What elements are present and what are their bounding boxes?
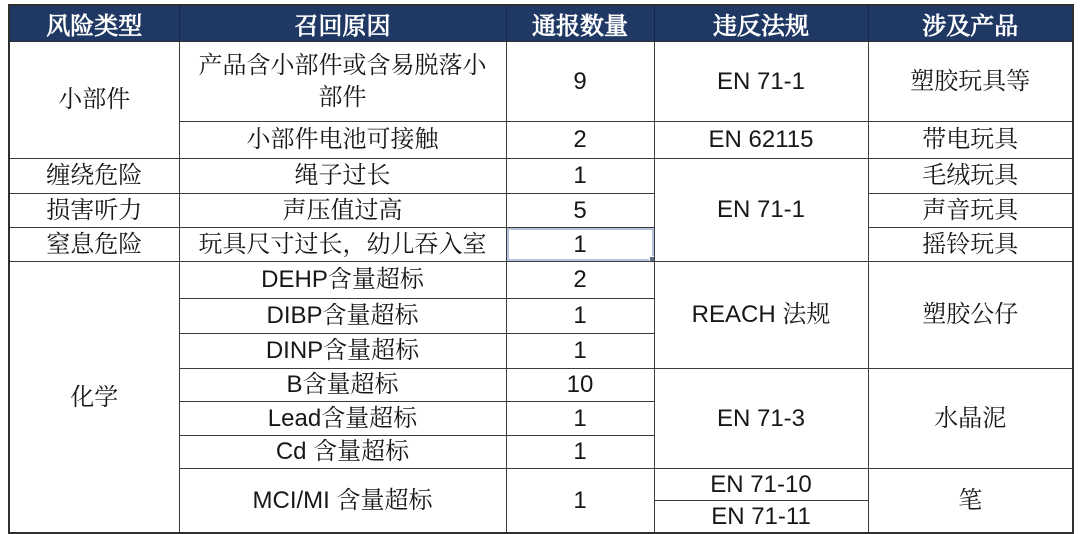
- table-row: [9, 194, 1073, 228]
- cell-regulation[interactable]: EN 71-3: [654, 369, 868, 469]
- cell-reason[interactable]: Cd 含量超标: [179, 436, 506, 469]
- cell-risk[interactable]: 小部件: [9, 42, 179, 159]
- cell-count[interactable]: 9: [506, 42, 654, 122]
- cell-count[interactable]: 1: [506, 436, 654, 469]
- cell-count[interactable]: 1: [506, 159, 654, 194]
- cell-reason[interactable]: DINP含量超标: [179, 334, 506, 369]
- header-cell-regulation[interactable]: 违反法规: [654, 5, 868, 42]
- cell-product[interactable]: 声音玩具: [868, 194, 1073, 228]
- cell-reason[interactable]: 小部件电池可接触: [179, 122, 506, 159]
- toy-recall-table: [8, 4, 1074, 534]
- cell-count[interactable]: 2: [506, 122, 654, 159]
- cell-count[interactable]: 10: [506, 369, 654, 402]
- cell-regulation[interactable]: EN 62115: [654, 122, 868, 159]
- cell-regulation[interactable]: EN 71-11: [654, 501, 868, 534]
- cell-reason[interactable]: 声压值过高: [179, 194, 506, 228]
- cell-reason[interactable]: 产品含小部件或含易脱落小部件: [179, 42, 506, 122]
- cell-count[interactable]: 1: [506, 299, 654, 334]
- cell-product[interactable]: 毛绒玩具: [868, 159, 1073, 194]
- table-row: [9, 42, 1073, 122]
- cell-reason[interactable]: B含量超标: [179, 369, 506, 402]
- header-cell-product[interactable]: 涉及产品: [868, 5, 1073, 42]
- cell-reason[interactable]: 玩具尺寸过长，幼儿吞入室: [179, 228, 506, 262]
- cell-count[interactable]: 1: [506, 334, 654, 369]
- cell-reason[interactable]: DEHP含量超标: [179, 262, 506, 299]
- cell-count[interactable]: 1: [506, 469, 654, 534]
- recall-statistics-table: [8, 4, 1074, 534]
- cell-risk[interactable]: 损害听力: [9, 194, 179, 228]
- cell-product[interactable]: 塑胶公仔: [868, 262, 1073, 369]
- cell-reason[interactable]: DIBP含量超标: [179, 299, 506, 334]
- cell-risk[interactable]: 化学: [9, 262, 179, 534]
- cell-regulation[interactable]: EN 71-1: [654, 159, 868, 262]
- cell-risk[interactable]: 缠绕危险: [9, 159, 179, 194]
- cell-regulation[interactable]: REACH 法规: [654, 262, 868, 369]
- cell-risk[interactable]: 窒息危险: [9, 228, 179, 262]
- cell-product[interactable]: 带电玩具: [868, 122, 1073, 159]
- cell-reason[interactable]: 绳子过长: [179, 159, 506, 194]
- selected-cell-value: 1: [573, 230, 587, 258]
- cell-product[interactable]: 笔: [868, 469, 1073, 534]
- table-row: [9, 262, 1073, 299]
- cell-count[interactable]: 2: [506, 262, 654, 299]
- table-row: [9, 159, 1073, 194]
- header-cell-count[interactable]: 通报数量: [506, 5, 654, 42]
- cell-product[interactable]: 摇铃玩具: [868, 228, 1073, 262]
- table-row: [9, 228, 1073, 262]
- selected-cell[interactable]: [506, 228, 654, 262]
- cell-product[interactable]: 塑胶玩具等: [868, 42, 1073, 122]
- cell-regulation[interactable]: EN 71-10: [654, 469, 868, 501]
- header-cell-reason[interactable]: 召回原因: [179, 5, 506, 42]
- cell-regulation[interactable]: EN 71-1: [654, 42, 868, 122]
- header-row: [9, 5, 1073, 42]
- cell-reason[interactable]: Lead含量超标: [179, 402, 506, 436]
- cell-count[interactable]: 1: [506, 402, 654, 436]
- fill-handle[interactable]: [649, 256, 655, 262]
- cell-product[interactable]: 水晶泥: [868, 369, 1073, 469]
- cell-reason[interactable]: MCI/MI 含量超标: [179, 469, 506, 534]
- header-cell-risk-type[interactable]: 风险类型: [9, 5, 179, 42]
- cell-count[interactable]: 5: [506, 194, 654, 228]
